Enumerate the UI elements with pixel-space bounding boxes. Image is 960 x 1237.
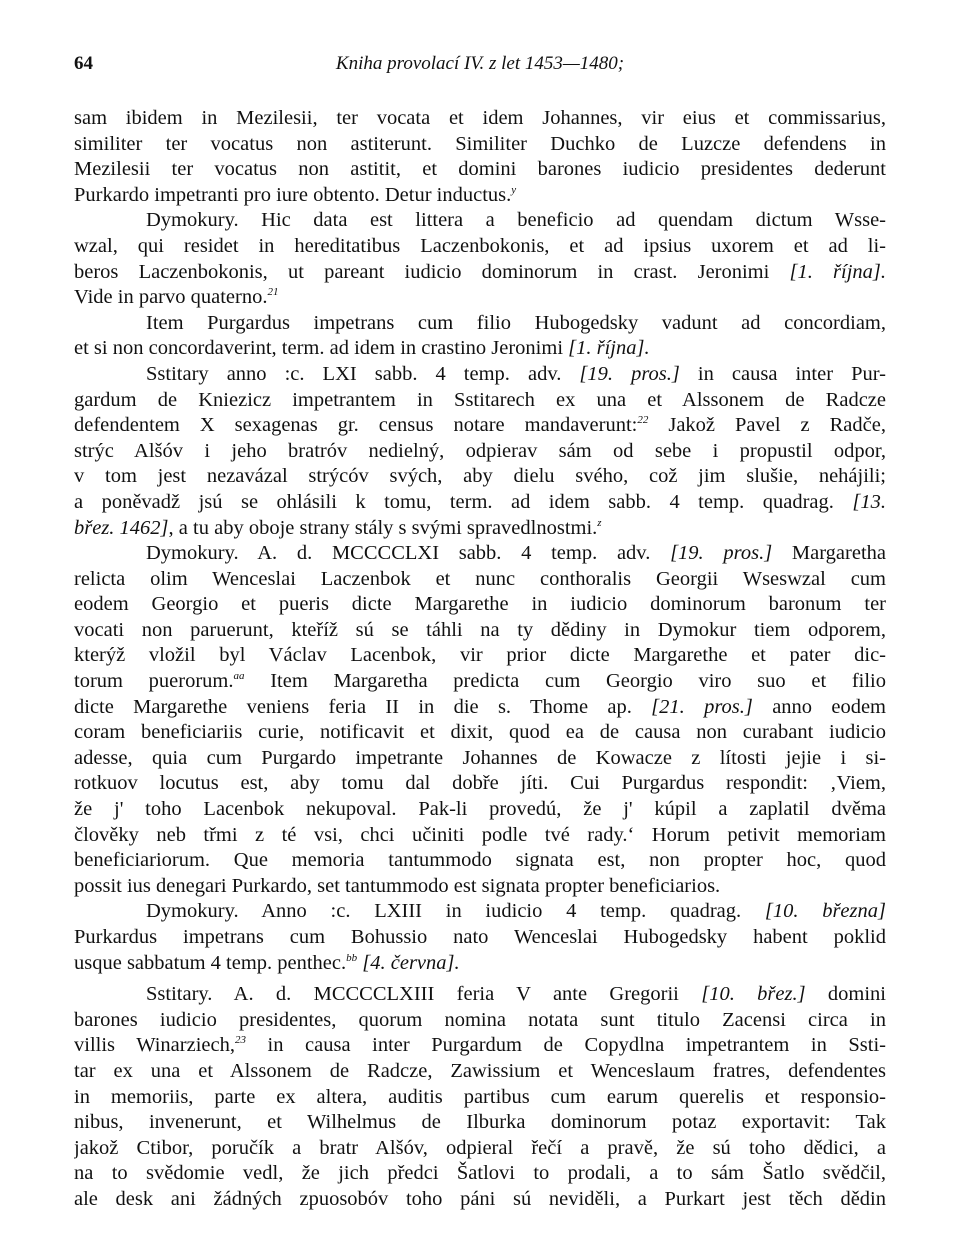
text-line — [74, 925, 886, 951]
text-line — [74, 1033, 886, 1059]
text-segment: Jakož Pavel z Radče, — [648, 414, 886, 437]
text-segment: tar ex una et Alssonem de Radcze, Zawissium et Wenceslaum fratres, defendentes — [74, 1059, 886, 1082]
text-segment: Margaretha — [772, 542, 886, 565]
text-line — [74, 1136, 886, 1162]
date-annotation: [4. června]. — [362, 951, 460, 974]
text-line — [74, 285, 886, 311]
text-segment: possit ius denegari Purkardo, set tantummodo est signata propter beneficiarios. — [74, 874, 721, 897]
text-line — [74, 669, 886, 695]
text-segment: eodem Georgio et pueris dicte Margarethe in iudicio dominorum baronum ter — [74, 593, 886, 616]
text-segment: jakož Ctibor, poručík a bratr Alšóv, odpieral řečí a pravě, že sú toho dědici, a — [74, 1136, 886, 1159]
text-segment: strýc Alšóv i jeho bratróv nedielný, odpierav sám od sebe i propustil odpor, — [74, 439, 886, 462]
text-segment: Item Margaretha predicta cum Georgio viro suo et filio — [244, 670, 886, 693]
text-segment: villis Winarziech, — [74, 1034, 235, 1057]
text-line — [74, 260, 886, 286]
footnote-marker: 21 — [267, 286, 279, 299]
text-line — [74, 490, 886, 516]
text-segment: že j' toho Lacenbok nekupoval. Pak-li provedú, že j' kúpil a zaplatil dvěma — [74, 798, 886, 821]
footnote-marker: aa — [233, 670, 245, 683]
footnote-marker: z — [597, 516, 602, 529]
text-line — [74, 439, 886, 465]
text-segment: in causa inter Pur- — [679, 362, 886, 385]
footnote-marker: y — [511, 183, 517, 196]
text-segment: vocati non paruerunt, kteříž sú se táhli na ty dědiny in Dymokur tiem odporem, — [74, 618, 886, 641]
date-annotation: [19. pros.] — [670, 542, 773, 565]
text-line — [74, 234, 886, 260]
text-line — [74, 951, 886, 977]
text-segment: Dymokury. Anno :c. LXIII in iudicio 4 temp. quadrag. — [146, 900, 765, 923]
text-line — [74, 336, 886, 362]
text-segment: kterýž vložil byl Václav Lacenbok, vir prior dicte Margarethe et pater dic- — [74, 644, 886, 667]
text-line — [74, 899, 886, 925]
date-annotation: [13. — [852, 490, 886, 513]
text-line — [74, 592, 886, 618]
text-line — [74, 362, 886, 388]
body-text — [74, 106, 886, 1213]
text-segment: Purkardo impetranti pro iure obtento. Detur inductus. — [74, 183, 512, 206]
text-segment: v tom jest nezavázal strýcóv svých, aby dielu svého, což jim slušie, nehájili; — [74, 465, 886, 488]
text-line — [74, 797, 886, 823]
footnote-marker: 22 — [637, 414, 649, 427]
text-line — [74, 183, 886, 209]
text-line — [74, 208, 886, 234]
text-segment: ale desk ani žádných zpuosobóv toho páni sú neviděli, a Purkart jest těch dědin — [74, 1187, 886, 1210]
text-segment: Vide in parvo quaterno. — [74, 286, 268, 309]
text-line — [74, 1059, 886, 1085]
text-line — [74, 516, 886, 542]
text-line — [74, 771, 886, 797]
text-segment: adesse, quia cum Purgardo impetrante Johannes de Kowacze z lítosti jejie i si- — [74, 746, 886, 769]
text-segment: a poněvadž jsú se ohlásili k tomu, term. ad idem sabb. 4 temp. quadrag. — [74, 490, 853, 513]
date-annotation: [1. října]. — [568, 337, 650, 360]
text-line — [74, 132, 886, 158]
text-segment: torum puerorum. — [74, 670, 234, 693]
text-segment: Sstitary. A. d. MCCCCLXIII feria V ante Gregorii — [146, 983, 702, 1006]
text-line — [74, 311, 886, 337]
text-segment: et si non concordaverint, term. ad idem in crastino Jeronimi — [74, 337, 569, 360]
text-line — [74, 746, 886, 772]
text-segment: coram beneficiariis curie, notificavit et dixit, quod ea de causa non curabant iudicio — [74, 721, 886, 744]
text-line — [74, 643, 886, 669]
text-line — [74, 106, 886, 132]
text-line — [74, 413, 886, 439]
text-line — [74, 720, 886, 746]
text-segment: , a tu aby oboje strany stály s svými spravedlnostmi. — [168, 516, 598, 539]
text-segment: in causa inter Purgardum de Copydlna impetrantem in Ssti- — [245, 1034, 886, 1057]
text-segment: Dymokury. A. d. MCCCCLXI sabb. 4 temp. adv. — [146, 542, 671, 565]
date-annotation: [19. pros.] — [579, 362, 680, 385]
text-segment: barones iudicio presidentes, quorum nomina notata sunt titulo Zacensi circa in — [74, 1008, 886, 1031]
text-line — [74, 695, 886, 721]
text-line — [74, 157, 886, 183]
page-number: 64 — [74, 53, 93, 74]
text-segment: dicte Margarethe veniens feria II in die s. Thome ap. — [74, 695, 652, 718]
text-segment: sam ibidem in Mezilesii, ter vocata et idem Johannes, vir eius et commissarius, — [74, 107, 886, 129]
running-title: Kniha provolací IV. z let 1453—1480; — [335, 53, 625, 74]
text-segment: gardum de Kniezicz impetrantem in Sstitarech ex una et Alssonem de Radcze — [74, 388, 886, 411]
text-segment: beros Laczenbokonis, ut pareant iudicio dominorum in crast. Jeronimi — [74, 260, 790, 283]
text-segment: usque sabbatum 4 temp. penthec. — [74, 951, 347, 974]
text-line — [74, 848, 886, 874]
text-segment: Dymokury. Hic data est littera a beneficio ad quendam dictum Wsse- — [146, 209, 886, 232]
footnote-marker: bb — [346, 951, 358, 964]
text-segment: domini — [805, 983, 886, 1006]
date-annotation: [10. března] — [764, 900, 886, 923]
text-segment: člověky neb třmi z té vsi, chci učiniti podle tvé rady.‘ Horum petivit memoriam — [74, 823, 886, 846]
text-line — [74, 1187, 886, 1213]
text-segment: Sstitary anno :c. LXI sabb. 4 temp. adv. — [146, 362, 580, 385]
date-annotation: [21. pros.] — [651, 695, 753, 718]
text-line — [74, 567, 886, 593]
text-line — [74, 1008, 886, 1034]
text-segment: Purkardus impetrans cum Bohussio nato Wenceslai Hubogedsky habent poklid — [74, 926, 886, 948]
text-segment: rotkuov locutus est, aby tomu dal dobře jíti. Cui Purgardus respondit: ‚Viem, — [74, 772, 886, 795]
footnote-marker: 23 — [234, 1034, 246, 1047]
text-line — [74, 1085, 886, 1111]
date-annotation: [1. října]. — [789, 260, 886, 283]
text-line — [74, 982, 886, 1008]
text-line — [74, 464, 886, 490]
text-segment: wzal, qui residet in hereditatibus Laczenbokonis, et ad ipsius uxorem et ad li- — [74, 234, 886, 257]
text-line — [74, 874, 886, 900]
date-annotation: břez. 1462] — [74, 516, 169, 539]
text-segment: similiter ter vocatus non astiterunt. Similiter Duchko de Luzcze defendens in — [74, 132, 886, 155]
text-line — [74, 823, 886, 849]
text-segment: nibus, invenerunt, et Wilhelmus de Ilburka dominorum potaz exportavit: Tak — [74, 1111, 886, 1134]
date-annotation: [10. břez.] — [701, 983, 806, 1006]
text-segment: in memoriis, parte ex altera, auditis partibus cum earum querelis et responsio- — [74, 1085, 886, 1108]
text-segment: defendentem X sexagenas gr. census notare mandaverunt: — [74, 414, 638, 437]
text-line — [74, 1161, 886, 1187]
text-line — [74, 388, 886, 414]
text-line — [74, 1110, 886, 1136]
text-segment: Item Purgardus impetrans cum filio Hubogedsky vadunt ad concordiam, — [146, 311, 886, 334]
text-line — [74, 618, 886, 644]
text-segment: beneficiariorum. Que memoria tantummodo signata est, non propter hoc, quod — [74, 849, 886, 872]
text-line — [74, 541, 886, 567]
text-segment: relicta olim Wenceslai Laczenbok et nunc conthoralis Georgii Wseswzal cum — [74, 567, 886, 590]
text-segment: na to svědomie vedl, že jich předci Šatlovi to prodali, a to sám Šatlo svědčil, — [74, 1162, 886, 1185]
text-segment: Mezilesii ter vocatus non astitit, et domini barones iudicio presidentes dederunt — [74, 158, 886, 181]
text-segment: anno eodem — [752, 695, 886, 718]
